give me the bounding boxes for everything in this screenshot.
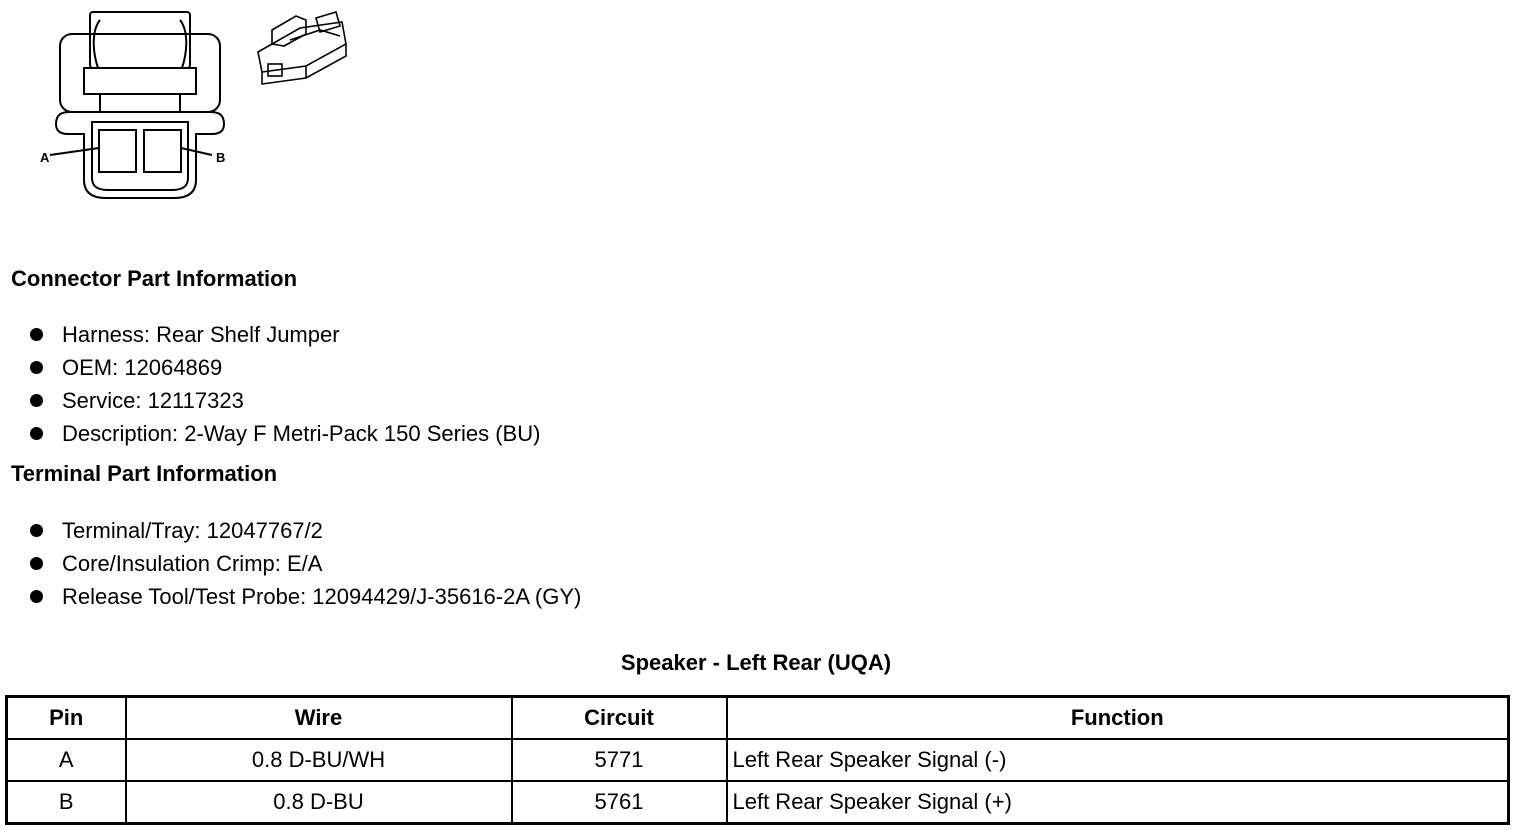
table-row — [7, 739, 1509, 781]
list-item-text: Description: 2-Way F Metri-Pack 150 Series (BU) — [62, 421, 541, 446]
connector-illustration — [0, 0, 370, 215]
list-item — [0, 351, 540, 384]
connector-lower-housing — [56, 112, 224, 198]
cell-function: Left Rear Speaker Signal (+) — [727, 781, 1509, 824]
list-item — [0, 547, 581, 580]
pin-a-label: A — [40, 150, 50, 165]
cell-pin: A — [7, 739, 126, 781]
connector-drawing — [0, 0, 370, 215]
pin-b-label: B — [216, 150, 226, 165]
bullet-icon — [30, 590, 43, 603]
header-function: Function — [727, 697, 1509, 740]
cell-pin: B — [7, 781, 126, 824]
list-item-text: Release Tool/Test Probe: 12094429/J-35616-2A (GY) — [62, 584, 582, 609]
header-circuit: Circuit — [512, 697, 727, 740]
list-item — [0, 514, 581, 547]
table-header-row — [7, 697, 1509, 740]
list-item — [0, 318, 540, 351]
connector-latch-arc — [94, 20, 187, 68]
connector-info-title: Connector Part Information — [11, 266, 298, 291]
cavity-b — [144, 130, 181, 172]
connector-inner-housing — [92, 122, 188, 190]
cell-circuit: 5771 — [512, 739, 727, 781]
cell-wire: 0.8 D-BU — [126, 781, 512, 824]
bullet-icon — [30, 394, 43, 407]
list-item — [0, 580, 581, 613]
connector-latch-bar — [84, 68, 196, 94]
list-item — [0, 417, 540, 450]
pin-table-caption: Speaker - Left Rear (UQA) — [620, 650, 892, 675]
bullet-icon — [30, 427, 43, 440]
connector-info-list — [0, 318, 540, 450]
terminal-info-title: Terminal Part Information — [11, 461, 278, 486]
bullet-icon — [30, 361, 43, 374]
list-item-text: Harness: Rear Shelf Jumper — [62, 322, 340, 347]
cell-circuit: 5761 — [512, 781, 727, 824]
list-item-text: Terminal/Tray: 12047767/2 — [62, 518, 323, 543]
table-row — [7, 781, 1509, 824]
cell-wire: 0.8 D-BU/WH — [126, 739, 512, 781]
header-wire: Wire — [126, 697, 512, 740]
list-item-text: OEM: 12064869 — [62, 355, 223, 380]
list-item — [0, 384, 540, 417]
pin-table — [5, 695, 1510, 825]
list-item-text: Service: 12117323 — [62, 388, 244, 413]
connector-isometric-view — [258, 12, 346, 84]
bullet-icon — [30, 328, 43, 341]
terminal-info-list — [0, 514, 581, 613]
cavity-a — [99, 130, 136, 172]
bullet-icon — [30, 524, 43, 537]
connector-top-latch — [90, 12, 190, 68]
list-item-text: Core/Insulation Crimp: E/A — [62, 551, 323, 576]
bullet-icon — [30, 557, 43, 570]
header-pin: Pin — [7, 697, 126, 740]
cell-function: Left Rear Speaker Signal (-) — [727, 739, 1509, 781]
